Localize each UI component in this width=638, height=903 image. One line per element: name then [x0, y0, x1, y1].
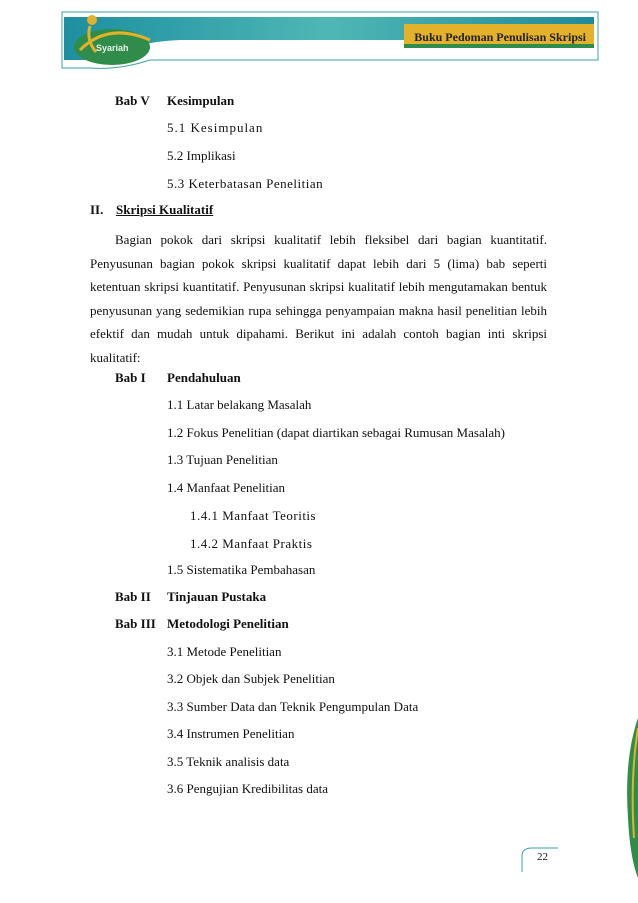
bab-v-item: 5.1 Kesimpulan	[167, 120, 264, 135]
bab-iii-item: 3.2 Objek dan Subjek Penelitian	[167, 671, 335, 686]
bab-ii-code: Bab II	[115, 589, 151, 604]
section-ii-title: Skripsi Kualitatif	[116, 202, 214, 217]
bab-iii-item: 3.6 Pengujian Kredibilitas data	[167, 781, 329, 796]
footer-decoration	[620, 718, 638, 878]
bab-i-item: 1.4 Manfaat Penelitian	[167, 480, 286, 495]
section-ii-paragraph: Bagian pokok dari skripsi kualitatif lebih fleksibel dari bagian kuantitatif. Penyusunan bagian pokok skripsi kualitatif dapat lebih dari 5 (lima) bab seperti ketentuan skripsi kuantitatif. Penyusunan skripsi kualitatif lebih mengutamakan bentuk penyusunan yang sedemikian rupa sehingga penyampaian makna hasil penelitian lebih efektif dan mudah untuk dipahami. Berikut ini adalah contoh bagian inti skripsi kualitatif:	[90, 232, 547, 365]
logo-text: Syariah	[96, 43, 129, 53]
bab-iii-item: 3.1 Metode Penelitian	[167, 644, 282, 659]
bab-i-item: 1.2 Fokus Penelitian (dapat diartikan sebagai Rumusan Masalah)	[167, 425, 505, 440]
section-ii-number: II.	[90, 202, 104, 217]
bab-i-code: Bab I	[115, 370, 146, 385]
bab-iii-title: Metodologi Penelitian	[167, 616, 289, 631]
bab-iii-item: 3.5 Teknik analisis data	[167, 754, 290, 769]
bab-v-code: Bab V	[115, 93, 150, 108]
bab-i-item: 1.3 Tujuan Penelitian	[167, 452, 278, 467]
bab-i-subitem: 1.4.1 Manfaat Teoritis	[190, 508, 317, 523]
header-title: Buku Pedoman Penulisan Skripsi	[414, 30, 586, 44]
bab-v-item: 5.3 Keterbatasan Penelitian	[167, 176, 324, 191]
bab-iii-code: Bab III	[115, 616, 156, 631]
page-header	[0, 0, 638, 78]
page-number: 22	[537, 851, 548, 863]
bab-v-item: 5.2 Implikasi	[167, 148, 236, 163]
bab-iii-item: 3.3 Sumber Data dan Teknik Pengumpulan Data	[167, 699, 419, 714]
bab-i-item: 1.5 Sistematika Pembahasan	[167, 562, 316, 577]
bab-i-title: Pendahuluan	[167, 370, 241, 385]
bab-ii-title: Tinjauan Pustaka	[167, 589, 267, 604]
bab-i-subitem: 1.4.2 Manfaat Praktis	[190, 536, 313, 551]
bab-v-title: Kesimpulan	[167, 93, 235, 108]
bab-iii-item: 3.4 Instrumen Penelitian	[167, 726, 295, 741]
bab-i-item: 1.1 Latar belakang Masalah	[167, 397, 312, 412]
